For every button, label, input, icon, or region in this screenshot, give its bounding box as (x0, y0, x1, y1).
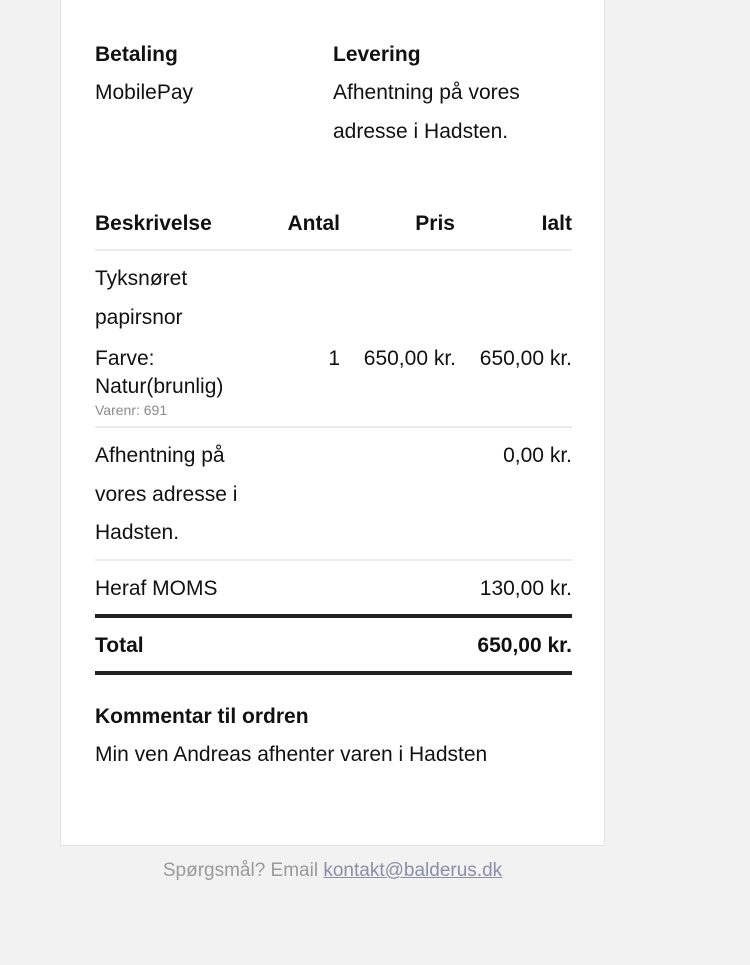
col-header-total: Ialt (541, 212, 572, 235)
item-variant-line2: Natur(brunlig) (95, 375, 224, 398)
divider (95, 249, 572, 251)
shipping-line1: Afhentning på (95, 444, 225, 467)
footer (0, 860, 750, 882)
item-price: 650,00 kr. (363, 347, 456, 370)
col-header-description: Beskrivelse (95, 212, 212, 235)
delivery-value-line1: Afhentning på vores (333, 81, 520, 104)
col-header-qty: Antal (287, 212, 340, 235)
vat-label: Heraf MOMS (95, 577, 218, 600)
footer-prefix: Spørgsmål? Email (162, 860, 319, 881)
shipping-line3: Hadsten. (95, 521, 180, 544)
item-name-line1: Tyksnøret (95, 267, 188, 290)
delivery-value-line2: adresse i Hadsten. (333, 120, 509, 143)
item-total: 650,00 kr. (479, 347, 572, 370)
divider (95, 426, 572, 428)
item-variant-line1: Farve: (95, 347, 155, 370)
payment-heading: Betaling (95, 43, 178, 66)
divider (95, 559, 572, 561)
vat-value: 130,00 kr. (479, 577, 572, 600)
comment-text: Min ven Andreas afhenter varen i Hadsten (95, 743, 488, 766)
total-divider-top (95, 614, 572, 618)
total-value: 650,00 kr. (477, 634, 572, 657)
col-header-price: Pris (415, 212, 455, 235)
total-label: Total (95, 634, 144, 657)
email-link[interactable]: kontakt@balderus.dk (323, 860, 503, 881)
shipping-line2: vores adresse i (95, 483, 238, 506)
item-sku: Varenr: 691 (95, 402, 168, 418)
delivery-heading: Levering (333, 43, 421, 66)
order-receipt-card (60, 0, 605, 846)
item-name-line2: papirsnor (95, 306, 183, 329)
comment-heading: Kommentar til ordren (95, 705, 309, 728)
item-qty: 1 (328, 347, 340, 370)
payment-value: MobilePay (95, 81, 194, 104)
total-divider-bottom (95, 671, 572, 675)
shipping-total: 0,00 kr. (503, 444, 572, 467)
